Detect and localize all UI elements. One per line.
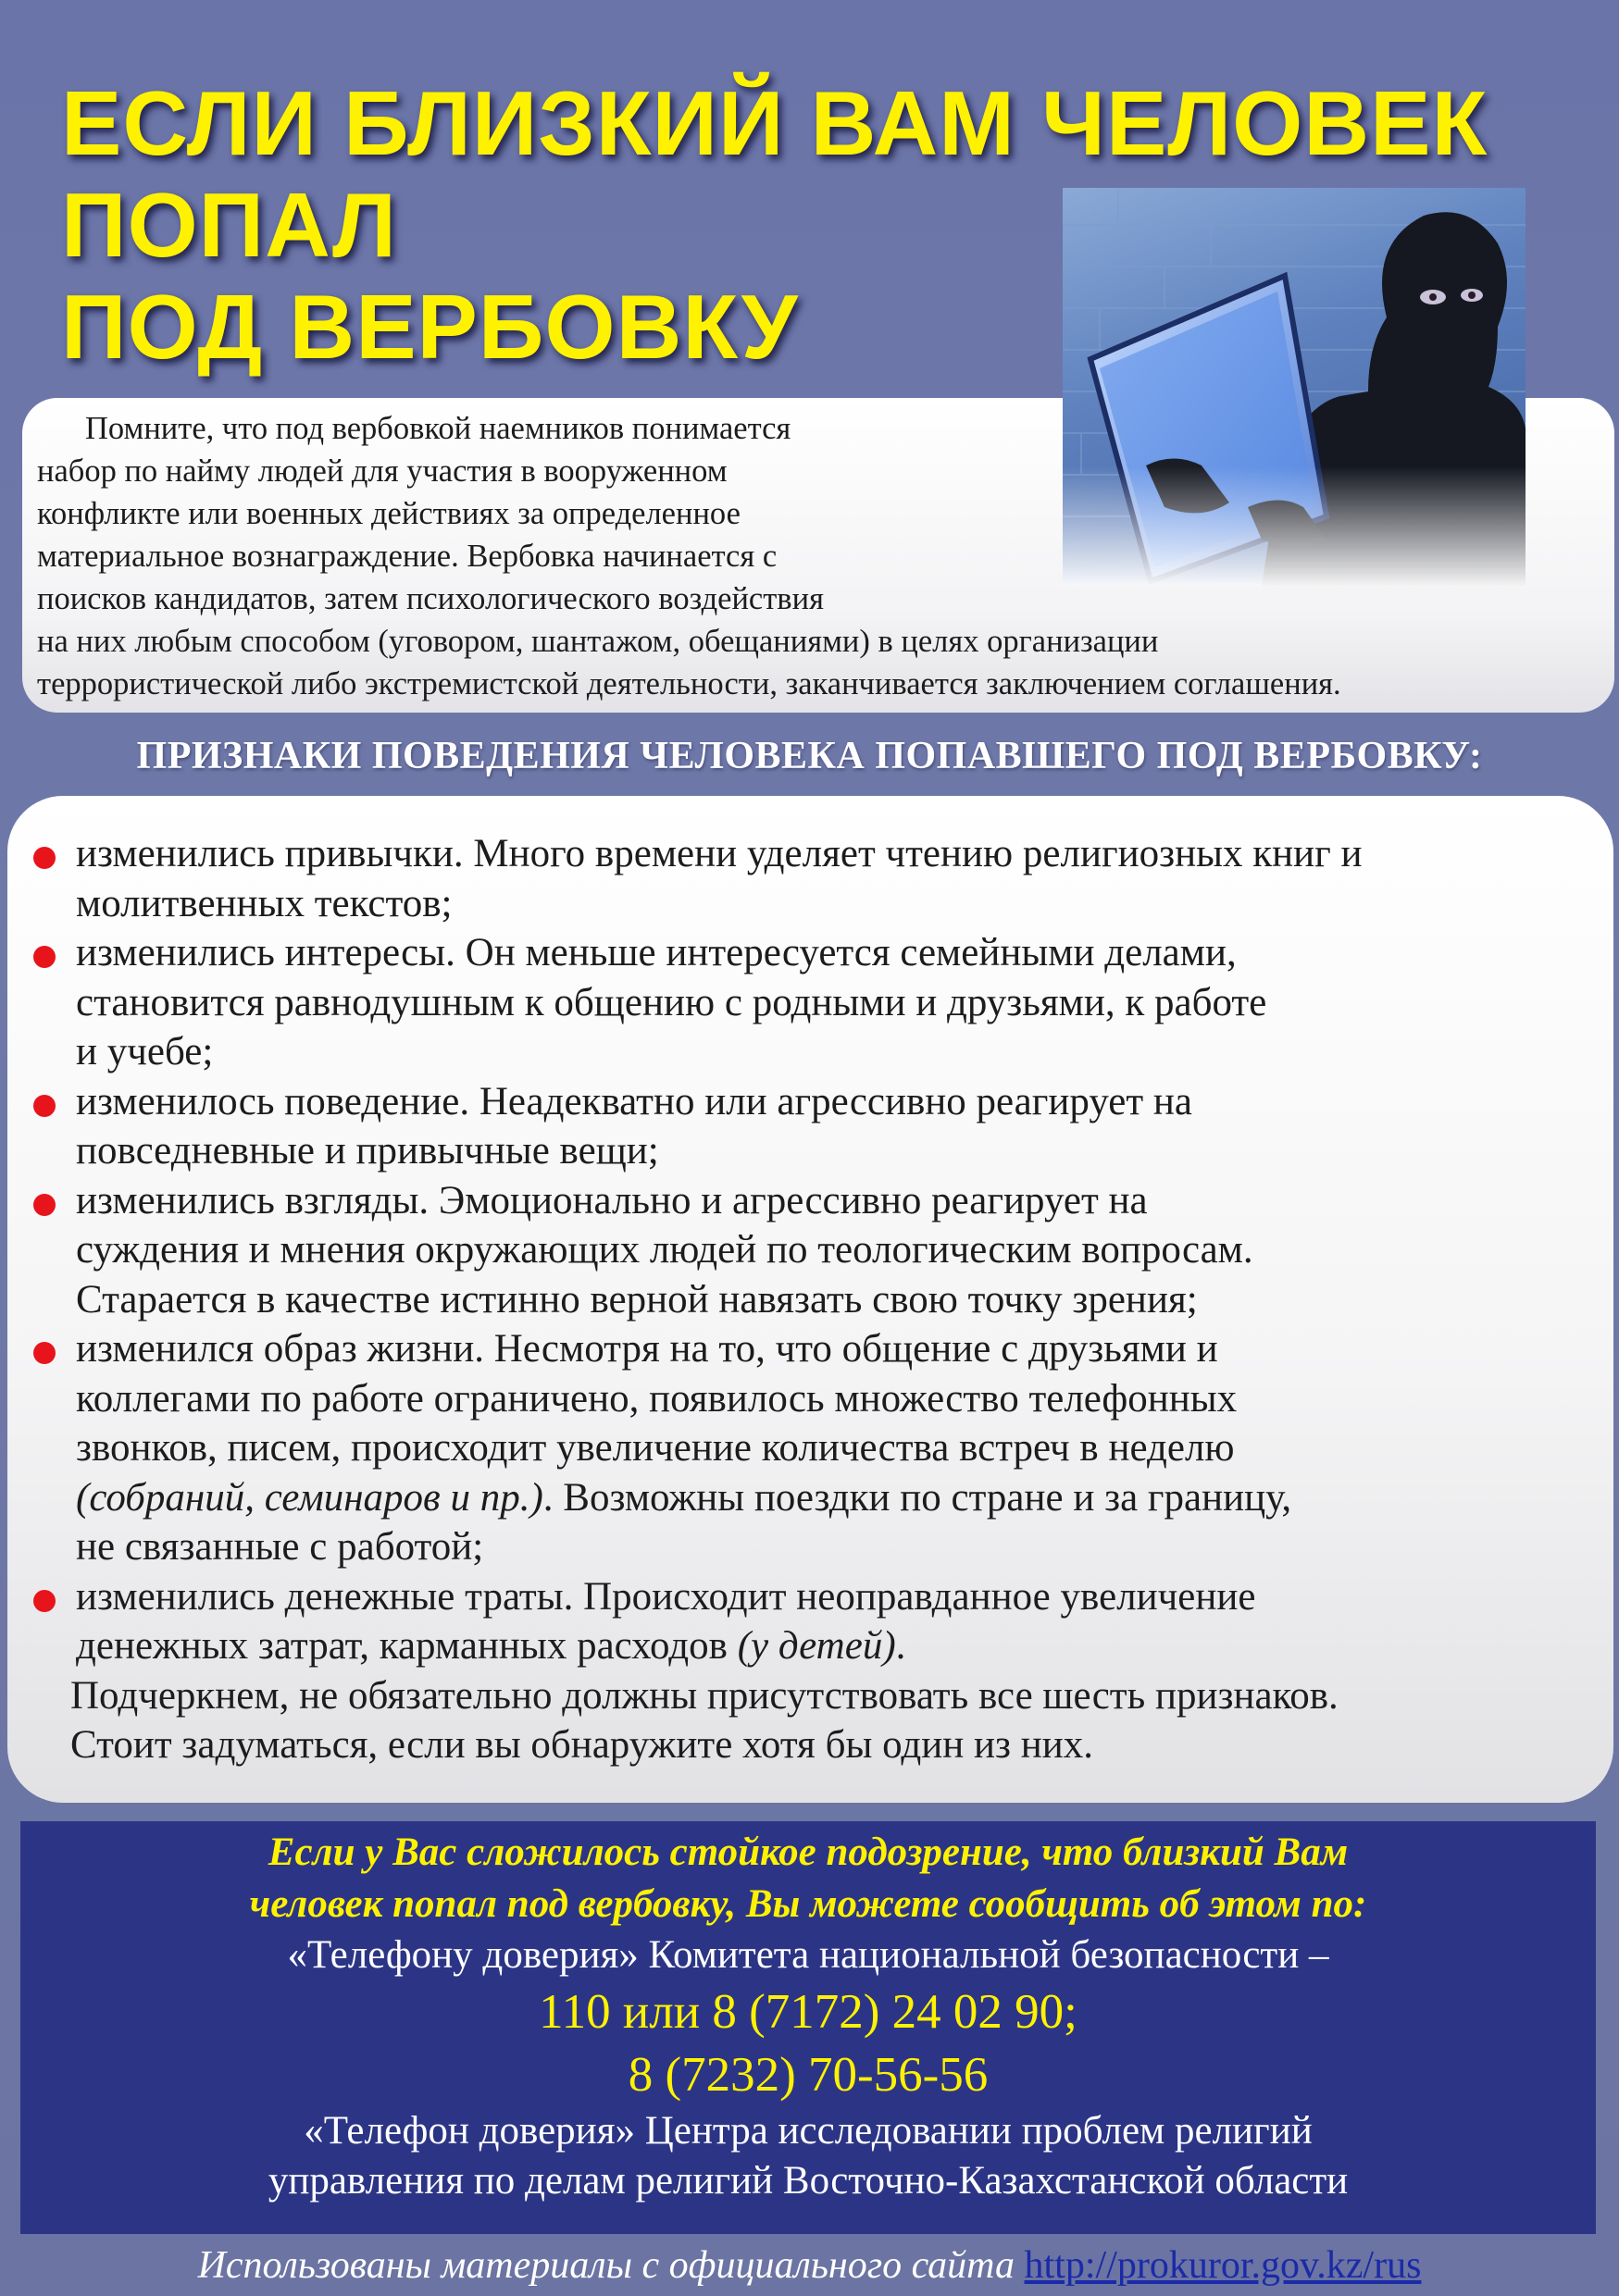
intro-line: материальное вознаграждение. Вербовка начинается с	[37, 539, 778, 574]
title-line: ПОПАЛ	[61, 174, 397, 276]
list-item	[33, 1572, 1598, 1671]
phone-number: 110 или 8 (7172) 24 02 90;	[539, 1985, 1077, 2039]
contact-line: «Телефону доверия» Комитета национальной безопасности –	[287, 1933, 1329, 1977]
intro-line: на них любым способом (уговором, шантажом, обещаниями) в целях организации	[37, 624, 1159, 659]
sign-line: изменились привычки. Много времени уделяет чтению религиозных книг и	[76, 832, 1363, 875]
sign-line: изменилось поведение. Неадекватно или агрессивно реагирует на	[76, 1079, 1192, 1123]
list-item	[33, 1324, 1598, 1572]
intro-line: Помните, что под вербовкой наемников понимается	[85, 411, 791, 446]
note	[33, 1671, 1598, 1770]
bullet-icon	[33, 946, 56, 968]
sign-line: не связанные с работой;	[76, 1525, 484, 1569]
sign-line: повседневные и привычные вещи;	[76, 1129, 659, 1173]
contact-line: «Телефон доверия» Центра исследовании проблем религий	[304, 2109, 1313, 2153]
list-item	[33, 829, 1598, 928]
contact-line: управления по делам религий Восточно-Казахстанской области	[268, 2159, 1349, 2203]
phone-number: 8 (7232) 70-56-56	[628, 2048, 989, 2102]
intro-line: поисков кандидатов, затем психологического воздействия	[37, 581, 824, 616]
list-item	[33, 928, 1598, 1077]
bullet-icon	[33, 1095, 56, 1117]
sign-line: изменились интересы. Он меньше интересуется семейными делами,	[76, 931, 1237, 974]
title-line: ЕСЛИ БЛИЗКИЙ ВАМ ЧЕЛОВЕК	[61, 72, 1488, 174]
footer	[0, 2240, 1619, 2291]
sign-line: Старается в качестве истинно верной навязать свою точку зрения;	[76, 1277, 1198, 1322]
sign-line: изменились взгляды. Эмоционально и агрессивно реагирует на	[76, 1178, 1148, 1222]
sign-line: коллегами по работе ограничено, появилось множество телефонных	[76, 1376, 1238, 1421]
sign-line: звонков, писем, происходит увеличение количества встреч в неделю	[76, 1426, 1235, 1470]
contact-text	[20, 1827, 1596, 2206]
sign-line	[76, 1473, 1598, 1523]
intro-line: набор по найму людей для участия в вооруженном	[37, 453, 728, 489]
list-item	[33, 1176, 1598, 1325]
bullet-icon	[33, 847, 56, 869]
title-line: ПОД ВЕРБОВКУ	[61, 276, 799, 378]
sign-line: становится равнодушным к общению с родными и друзьями, к работе	[76, 980, 1267, 1024]
sign-italic: (у детей)	[737, 1624, 896, 1668]
sign-italic: (собраний, семинаров и пр.)	[76, 1475, 543, 1520]
sign-line: изменился образ жизни. Несмотря на то, что общение с друзьями и	[76, 1327, 1218, 1371]
note-line: Подчеркнем, не обязательно должны присутствовать все шесть признаков.	[70, 1673, 1339, 1718]
footer-text: Использованы материалы с официального сайта	[197, 2244, 1025, 2287]
contact-lead	[20, 1827, 1596, 1930]
list-item	[33, 1077, 1598, 1176]
intro-line: террористической либо экстремистской деятельности, заканчивается заключением соглашения.	[37, 666, 1341, 701]
contact-lead-line: Если у Вас сложилось стойкое подозрение, что близкий Вам	[268, 1831, 1349, 1874]
sign-line: и учебе;	[76, 1030, 214, 1074]
sign-line: суждения и мнения окружающих людей по теологическим вопросам.	[76, 1228, 1253, 1272]
bullet-icon	[33, 1590, 56, 1612]
note-line: Стоит задуматься, если вы обнаружите хотя бы один из них.	[70, 1723, 1094, 1767]
bullet-icon	[33, 1194, 56, 1216]
sign-line	[76, 1621, 1598, 1671]
signs-heading: ПРИЗНАКИ ПОВЕДЕНИЯ ЧЕЛОВЕКА ПОПАВШЕГО ПОД ВЕРБОВКУ:	[136, 735, 1483, 777]
sign-line: молитвенных текстов;	[76, 881, 453, 925]
sign-text: . Возможны поездки по стране и за границу,	[542, 1475, 1292, 1520]
sign-text: денежных затрат, карманных расходов	[76, 1624, 738, 1668]
intro-text	[37, 407, 1601, 705]
signs-list	[33, 829, 1598, 1770]
intro-line: конфликте или военных действиях за определенное	[37, 496, 741, 531]
sign-text: .	[895, 1624, 906, 1668]
contact-lead-line: человек попал под вербовку, Вы можете сообщить об этом по:	[249, 1882, 1367, 1926]
bullet-icon	[33, 1342, 56, 1364]
source-link[interactable]: http://prokuror.gov.kz/rus	[1024, 2244, 1422, 2287]
sign-line: изменились денежные траты. Происходит неоправданное увеличение	[76, 1574, 1256, 1619]
